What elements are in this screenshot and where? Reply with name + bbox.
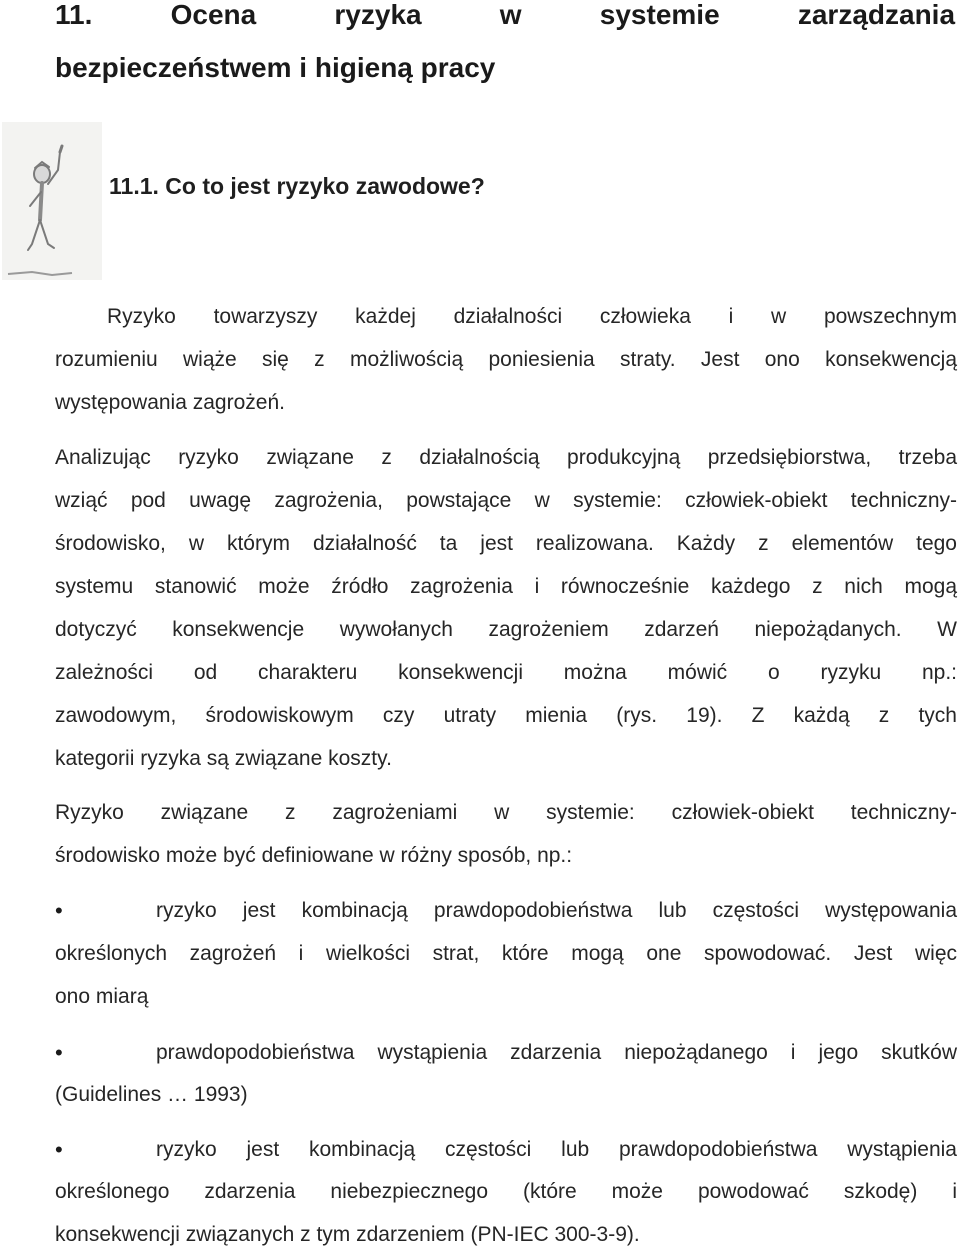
text-line: (Guidelines … 1993) — [55, 1083, 248, 1106]
text-line: Ryzyko związane z zagrożeniami w systemie: człowiek-obiekt techniczny- — [55, 801, 957, 824]
text-line: dotyczyć konsekwencje wywołanych zagrożeniem zdarzeń niepożądanych. W — [55, 618, 957, 641]
title-word: ryzyka — [334, 0, 422, 30]
paragraph-2 — [55, 436, 957, 780]
paragraph-3 — [55, 791, 957, 877]
text-line: Ryzyko towarzyszy każdej działalności człowieka i w powszechnym — [107, 305, 957, 328]
bullet-3-continuation — [55, 1170, 957, 1256]
title-word: Ocena — [170, 0, 257, 30]
paragraph-1 — [55, 295, 957, 424]
text-line: zawodowym, środowiskowym czy utraty mienia (rys. 19). Z każdą z tych — [55, 704, 957, 727]
text-line: zależności od charakteru konsekwencji można mówić o ryzyku np.: — [55, 661, 957, 684]
bullet-1-first-line: ryzyko jest kombinacją prawdopodobieństwa lub częstości występowania — [156, 899, 957, 922]
text-line: rozumieniu wiąże się z możliwością poniesienia straty. Jest ono konsekwencją — [55, 348, 957, 371]
chapter-title-line-2: bezpieczeństwem i higieną pracy — [55, 52, 496, 83]
text-line: systemu stanowić może źródło zagrożenia i równocześnie każdego z nich mogą — [55, 575, 957, 598]
title-word: systemie — [599, 0, 720, 30]
text-line: występowania zagrożeń. — [55, 391, 285, 414]
title-word: w — [499, 0, 522, 30]
bullet-icon: • — [55, 1137, 63, 1162]
text-line: kategorii ryzyka są związane koszty. — [55, 747, 392, 770]
bullet-3-first-line: ryzyko jest kombinacją częstości lub prawdopodobieństwa wystąpienia — [156, 1138, 957, 1161]
subsection-heading: 11.1. Co to jest ryzyko zawodowe? — [109, 173, 485, 199]
text-line: wziąć pod uwagę zagrożenia, powstające w systemie: człowiek-obiekt techniczny- — [55, 489, 957, 512]
text-line: określonego zdarzenia niebezpiecznego (które może powodować szkodę) i — [55, 1180, 957, 1203]
text-line: środowisko może być definiowane w różny sposób, np.: — [55, 844, 573, 867]
bullet-icon: • — [55, 898, 63, 923]
text-line: środowisko, w którym działalność ta jest realizowana. Każdy z elementów tego — [55, 532, 957, 555]
bullet-2-first-line: prawdopodobieństwa wystąpienia zdarzenia niepożądanego i jego skutków — [156, 1041, 957, 1064]
bullet-2-continuation — [55, 1073, 957, 1116]
bullet-icon: • — [55, 1040, 63, 1065]
title-word: 11. — [55, 0, 93, 30]
text-line: konsekwencji związanych z tym zdarzeniem (PN-IEC 300-3-9). — [55, 1223, 640, 1246]
text-line: Analizując ryzyko związane z działalnością produkcyjną przedsiębiorstwa, trzeba — [55, 446, 957, 469]
text-line: określonych zagrożeń i wielkości strat, które mogą one spowodować. Jest więc — [55, 942, 957, 965]
stick-figure-icon — [2, 122, 102, 280]
text-line: ono miarą — [55, 985, 149, 1008]
bullet-1-continuation — [55, 932, 957, 1018]
chapter-title-line-1 — [55, 0, 955, 42]
title-word: zarządzania — [797, 0, 956, 30]
